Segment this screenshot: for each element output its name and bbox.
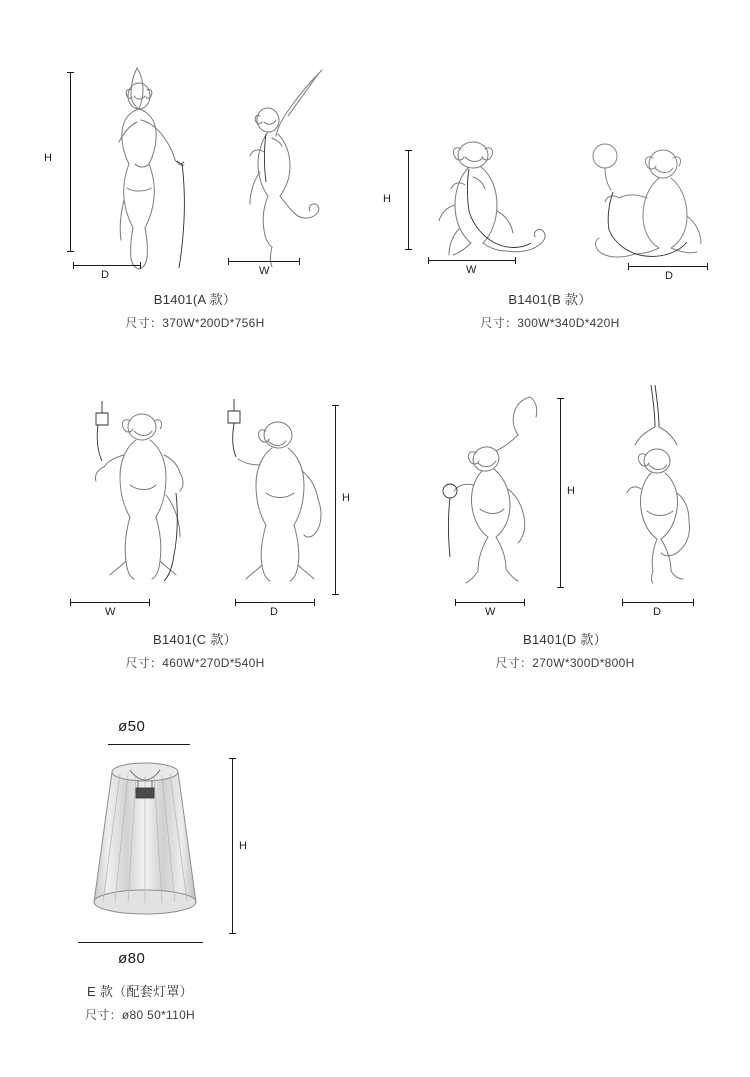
dimension-label-d: 尺寸：270W*300D*800H — [495, 656, 635, 670]
monkey-climbing-front-illustration — [430, 385, 560, 585]
width-mark-label-c: W — [105, 606, 116, 618]
monkey-standing-side-illustration — [210, 385, 340, 585]
width-dimension-line-c — [70, 602, 150, 603]
height-dimension-line-d — [560, 398, 561, 588]
lamp-shade-illustration — [70, 750, 220, 935]
depth-dimension-line-a — [73, 265, 141, 266]
product-block-a — [30, 50, 360, 340]
model-label-e: E 款（配套灯罩） — [87, 984, 193, 999]
height-dimension-line-a — [70, 72, 71, 252]
height-mark-label-d: H — [567, 485, 576, 497]
model-label-a: B1401(A 款） — [153, 292, 237, 307]
width-mark-label-d: W — [485, 606, 496, 618]
width-mark-label-a: W — [259, 265, 270, 277]
monkey-sitting-right-illustration — [575, 120, 715, 275]
height-mark-label-c: H — [342, 492, 351, 504]
dimension-label-e: 尺寸：ø80 50*110H — [84, 1008, 196, 1022]
width-dimension-line-a — [228, 261, 300, 262]
width-dimension-line-b — [428, 260, 516, 261]
caption-c — [30, 630, 360, 673]
height-dimension-line-e — [232, 758, 233, 934]
monkey-hanging-front-illustration — [85, 60, 195, 272]
product-block-c — [30, 380, 360, 680]
depth-mark-label-a: D — [101, 269, 110, 281]
depth-mark-label-d: D — [653, 606, 662, 618]
bottom-diameter-label-e: ø80 — [118, 950, 146, 967]
dimension-label-c: 尺寸：460W*270D*540H — [125, 656, 265, 670]
width-mark-label-b: W — [466, 264, 477, 276]
product-block-d — [400, 380, 730, 680]
monkey-sitting-left-illustration — [425, 125, 555, 275]
height-dimension-line-c — [335, 405, 336, 595]
dimension-label-a: 尺寸：370W*200D*756H — [125, 316, 265, 330]
caption-e — [20, 982, 260, 1025]
monkey-standing-front-illustration — [80, 385, 200, 585]
caption-d — [400, 630, 730, 673]
depth-mark-label-b: D — [665, 270, 674, 282]
product-block-e — [20, 710, 340, 1040]
height-mark-label-a: H — [44, 152, 53, 164]
width-dimension-line-d — [455, 602, 525, 603]
depth-dimension-line-b — [628, 266, 708, 267]
depth-dimension-line-d — [622, 602, 694, 603]
product-block-b — [380, 50, 720, 340]
caption-a — [30, 290, 360, 333]
top-diameter-label-e: ø50 — [118, 718, 146, 735]
depth-dimension-line-c — [235, 602, 315, 603]
height-dimension-line-b — [408, 150, 409, 250]
monkey-climbing-rope-illustration — [595, 385, 725, 585]
bottom-diameter-line-e — [78, 942, 203, 943]
monkey-hanging-side-illustration — [220, 60, 340, 272]
model-label-b: B1401(B 款） — [508, 292, 592, 307]
model-label-c: B1401(C 款） — [153, 632, 237, 647]
depth-mark-label-c: D — [270, 606, 279, 618]
dimension-label-b: 尺寸：300W*340D*420H — [480, 316, 620, 330]
model-label-d: B1401(D 款） — [523, 632, 607, 647]
caption-b — [380, 290, 720, 333]
height-mark-label-b: H — [383, 193, 392, 205]
top-diameter-line-e — [108, 744, 190, 745]
height-mark-label-e: H — [239, 840, 248, 852]
